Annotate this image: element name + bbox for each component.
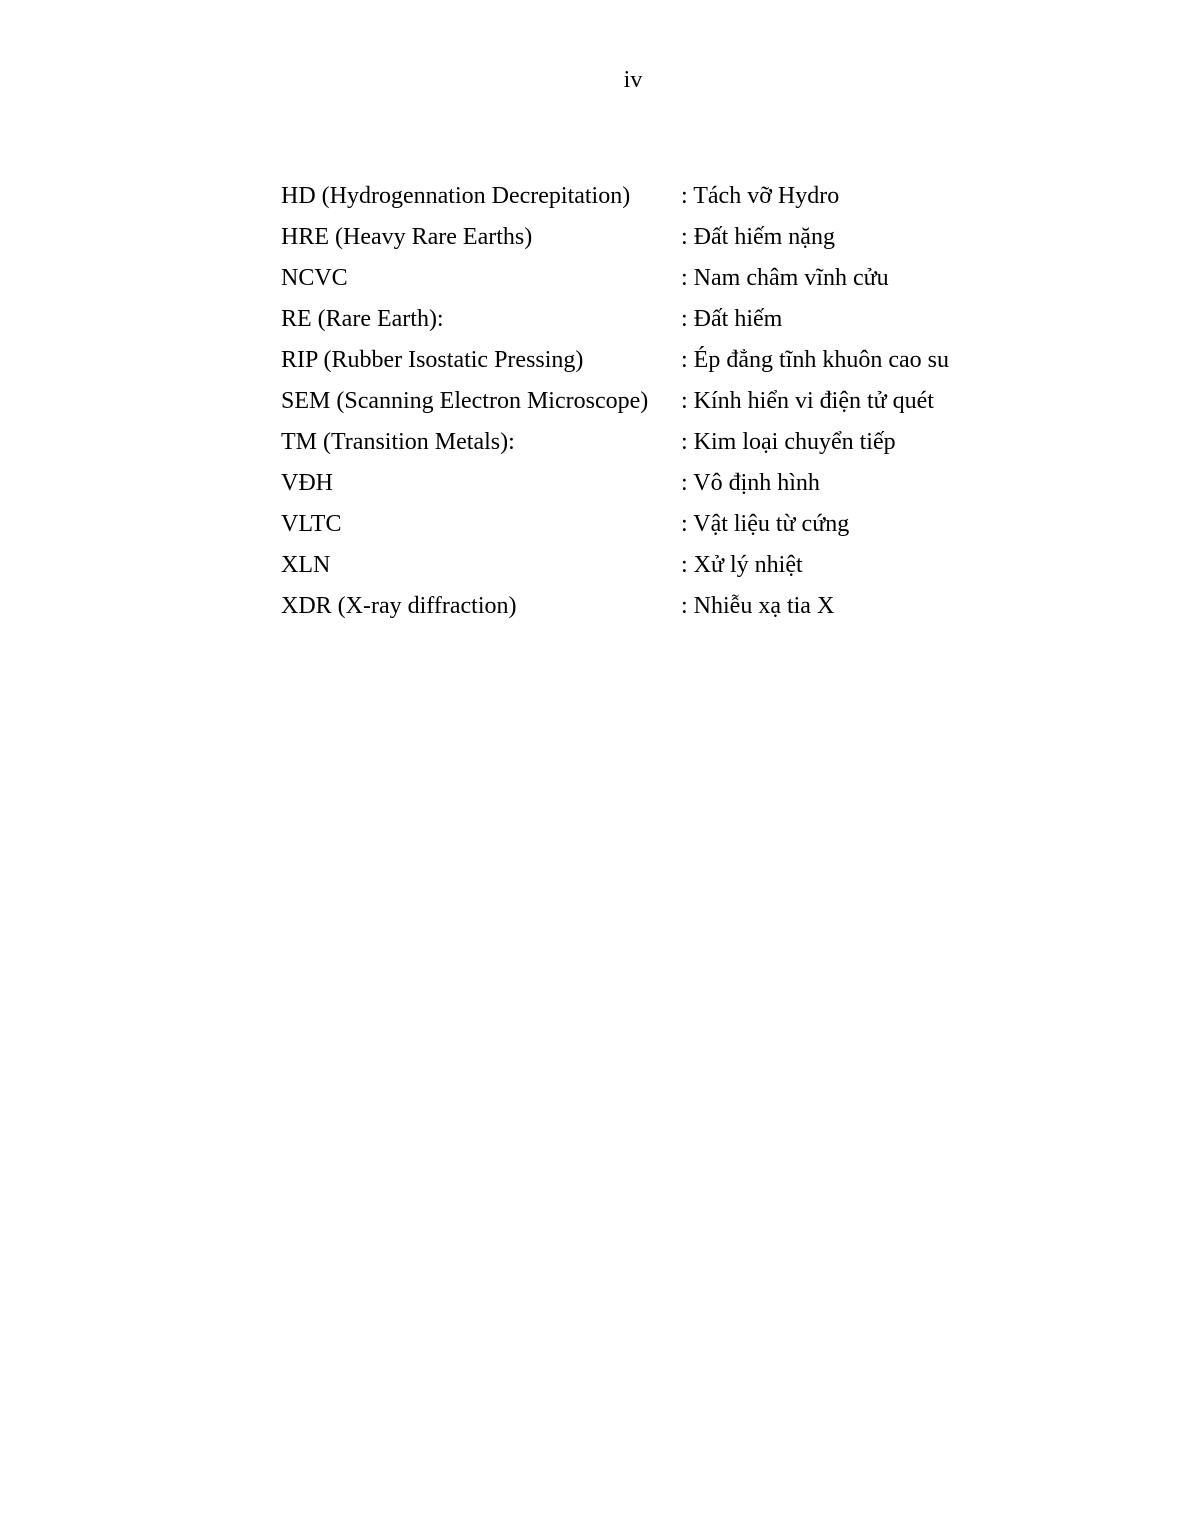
abbreviation-definition: : Xử lý nhiệt (681, 552, 803, 578)
abbreviation-term: VĐH (281, 470, 333, 496)
abbreviation-definition: : Nhiễu xạ tia X (681, 593, 835, 619)
abbreviation-definition: : Đất hiếm nặng (681, 224, 835, 250)
abbreviation-list (281, 176, 981, 627)
abbreviation-term: VLTC (281, 511, 342, 537)
abbreviation-row (281, 586, 981, 627)
abbreviation-definition: : Vật liệu từ cứng (681, 511, 850, 537)
abbreviation-row (281, 217, 981, 258)
abbreviation-definition: : Ép đẳng tĩnh khuôn cao su (681, 347, 949, 373)
abbreviation-row (281, 340, 981, 381)
abbreviation-term: RIP (Rubber Isostatic Pressing) (281, 347, 584, 373)
abbreviation-row (281, 176, 981, 217)
abbreviation-term: SEM (Scanning Electron Microscope) (281, 388, 649, 414)
abbreviation-definition: : Tách vỡ Hydro (681, 183, 840, 209)
abbreviation-definition: : Kính hiển vi điện tử quét (681, 388, 934, 414)
abbreviation-definition: : Vô định hình (681, 470, 820, 496)
abbreviation-definition: : Nam châm vĩnh cửu (681, 265, 889, 291)
abbreviation-term: XDR (X-ray diffraction) (281, 593, 517, 619)
abbreviation-term: HRE (Heavy Rare Earths) (281, 224, 533, 250)
abbreviation-term: XLN (281, 552, 331, 578)
abbreviation-definition: : Kim loại chuyển tiếp (681, 429, 896, 455)
abbreviation-row (281, 504, 981, 545)
abbreviation-row (281, 422, 981, 463)
page-number: iv (623, 67, 643, 93)
abbreviation-term: HD (Hydrogennation Decrepitation) (281, 183, 631, 209)
abbreviation-row (281, 258, 981, 299)
abbreviation-row (281, 299, 981, 340)
abbreviation-term: TM (Transition Metals): (281, 429, 515, 455)
abbreviation-definition: : Đất hiếm (681, 306, 783, 332)
abbreviation-term: NCVC (281, 265, 348, 291)
abbreviation-row (281, 381, 981, 422)
abbreviation-row (281, 463, 981, 504)
abbreviation-term: RE (Rare Earth): (281, 306, 444, 332)
abbreviation-row (281, 545, 981, 586)
